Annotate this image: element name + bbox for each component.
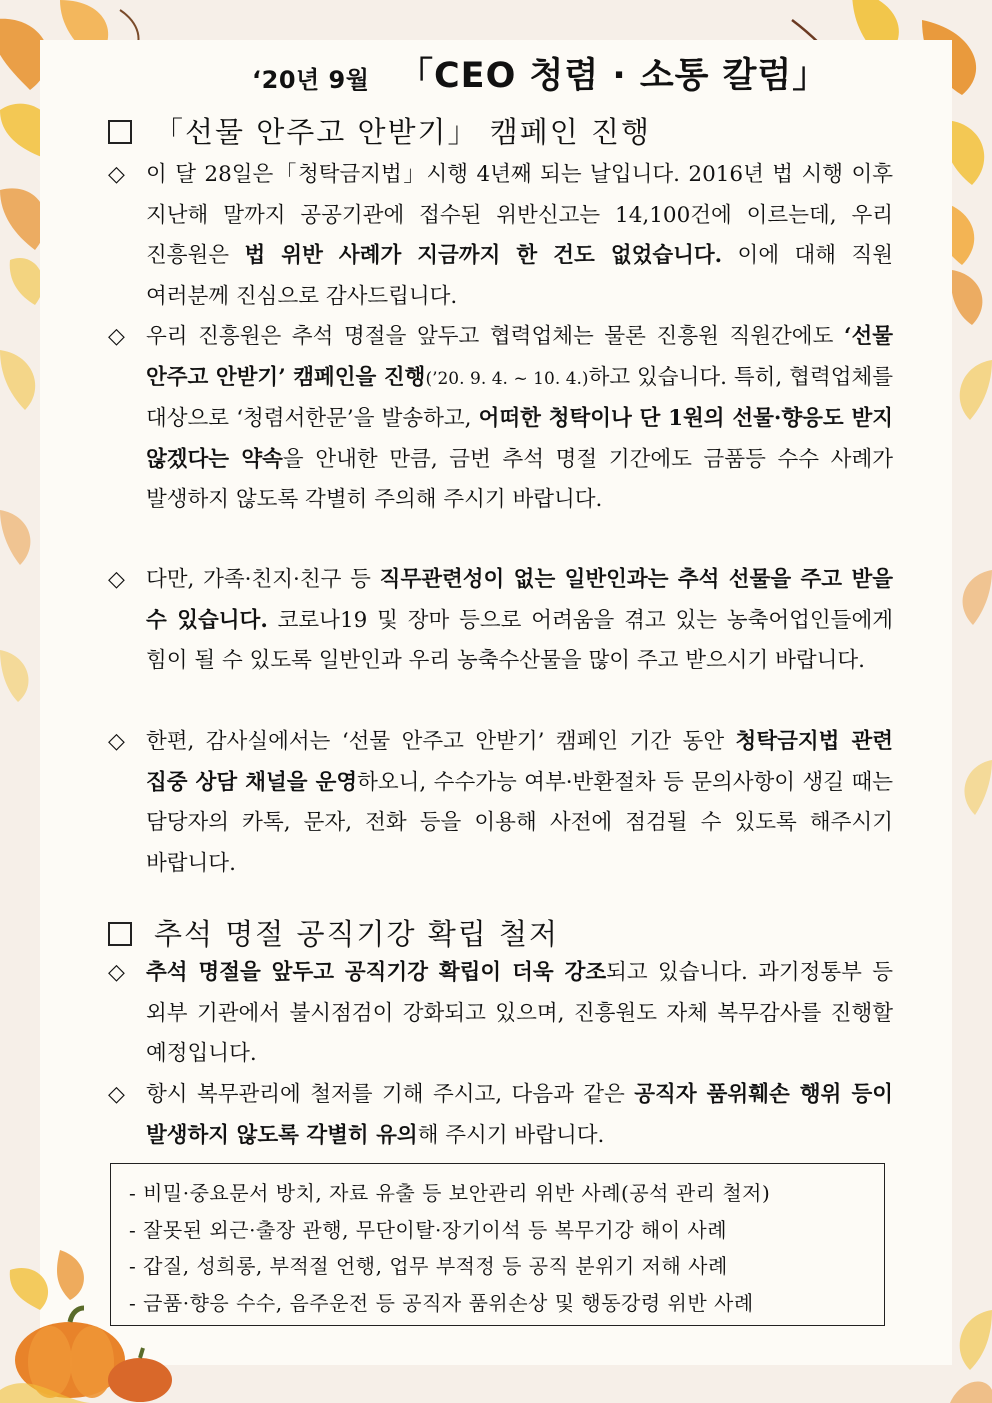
column-title	[0, 48, 992, 98]
section2-bullet-1	[108, 953, 893, 1075]
diamond-bullet-icon: ◇	[108, 567, 125, 592]
autumn-leaves-decoration-right	[945, 340, 992, 840]
section1-heading	[108, 110, 651, 151]
diamond-bullet-icon: ◇	[108, 1082, 125, 1107]
checkbox-icon	[108, 922, 132, 946]
section2-heading	[108, 912, 559, 953]
diamond-bullet-icon: ◇	[108, 324, 125, 349]
bold-text-run: 법 위반 사례가 지금까지 한 건도 없었습니다.	[244, 243, 723, 268]
diamond-bullet-icon: ◇	[108, 162, 125, 187]
text-run: 다만, 가족·친지·친구 등	[146, 567, 380, 592]
text-run: 하오니, 수수가능 여부·반환절차 등 문의사항이 생길 때는 담당자의 카톡, 문자, 전화 등을 이용해 사전에 점검될 수 있도록 해주시기 바랍니다.	[146, 769, 893, 876]
note-line: - 금품·향응 수수, 음주운전 등 공직자 품위손상 및 행동강령 위반 사례	[129, 1290, 754, 1315]
bold-text-run: 청탁금지법 관련 집중 상담 채널을 운영	[146, 729, 893, 795]
bullet-text	[146, 317, 893, 521]
text-run: 한편, 감사실에서는 ‘선물 안주고 안받기’ 캠페인 기간 동안	[146, 729, 736, 754]
title-main: 「CEO 청렴 · 소통 칼럼」	[398, 56, 829, 96]
text-run: 해 주시기 바랍니다.	[417, 1122, 605, 1148]
text-run: 이 달 28일은「청탁금지법」시행 4년째 되는 날입니다. 2016년 법 시행 이후 지난해 말까지 공공기관에 접수된 위반신고는 14,100건에 이르는데, 우리 진흥원은	[146, 162, 893, 268]
bold-text-run: ‘선물 안주고 안받기’ 캠페인을 진행	[146, 324, 893, 390]
bold-text-run: 어떠한 청탁이나 단 1원의 선물·향응도 받지 않겠다는 약속	[146, 406, 893, 472]
bullet-text	[146, 1075, 893, 1156]
section2-heading-text: 추석 명절 공직기강 확립 철저	[154, 917, 560, 951]
title-date: ‘20년 9월	[252, 66, 370, 94]
diamond-bullet-icon: ◇	[108, 729, 125, 754]
section2-bullet-2	[108, 1075, 893, 1156]
bold-text-run: 공직자 품위훼손 행위 등이 발생하지 않도록 각별히 유의	[146, 1082, 894, 1148]
bold-text-run: 직무관련성이 없는 일반인과는 추석 선물을 주고 받을 수 있습니다.	[146, 567, 893, 633]
autumn-leaves-decoration-bottom-right	[890, 1290, 992, 1403]
text-run: 하고 있습니다. 특히, 협력업체를 대상으로 ‘청렴서한문’을 발송하고,	[146, 364, 894, 431]
section1-bullet-1	[108, 155, 893, 317]
text-run: (’20. 9. 4. ~ 10. 4.)	[425, 368, 589, 389]
text-run: 항시 복무관리에 철저를 기해 주시고, 다음과 같은	[146, 1082, 635, 1107]
text-run: 이에 대해 직원 여러분께 진심으로 감사드립니다.	[146, 243, 893, 309]
bullet-text	[146, 155, 893, 317]
note-line: - 비밀·중요문서 방치, 자료 유출 등 보안관리 위반 사례(공석 관리 철저)	[129, 1181, 771, 1205]
section1-heading-text: 「선물 안주고 안받기」 캠페인 진행	[154, 115, 652, 149]
section1-bullet-3	[108, 560, 893, 682]
bullet-text	[146, 560, 893, 682]
bullet-text	[146, 722, 893, 884]
bold-text-run: 추석 명절을 앞두고 공직기강 확립이 더욱 강조	[146, 960, 607, 985]
text-run: 코로나19 및 장마 등으로 어려움을 겪고 있는 농축어업인들에게 힘이 될 수 있도록 일반인과 우리 농축수산물을 많이 주고 받으시기 바랍니다.	[146, 607, 893, 673]
bullet-text	[146, 953, 893, 1075]
text-run: 을 안내한 만큼, 금번 추석 명절 기간에도 금품등 수수 사례가 발생하지 않도록 각별히 주의해 주시기 바랍니다.	[146, 446, 893, 512]
text-run: 우리 진흥원은 추석 명절을 앞두고 협력업체는 물론 진흥원 직원간에도	[146, 324, 844, 349]
text-run: 되고 있습니다. 과기정통부 등 외부 기관에서 불시점검이 강화되고 있으며, 진흥원도 자체 복무감사를 진행할 예정입니다.	[146, 960, 893, 1066]
section1-bullet-4	[108, 722, 893, 884]
note-line: - 잘못된 외근·출장 관행, 무단이탈·장기이석 등 복무기강 해이 사례	[129, 1217, 728, 1242]
section1-bullet-2	[108, 317, 893, 521]
diamond-bullet-icon: ◇	[108, 960, 125, 985]
note-line: - 갑질, 성희롱, 부적절 언행, 업무 부적정 등 공직 분위기 저해 사례	[129, 1254, 728, 1278]
checkbox-icon	[108, 120, 132, 144]
violation-examples-box	[110, 1163, 885, 1326]
